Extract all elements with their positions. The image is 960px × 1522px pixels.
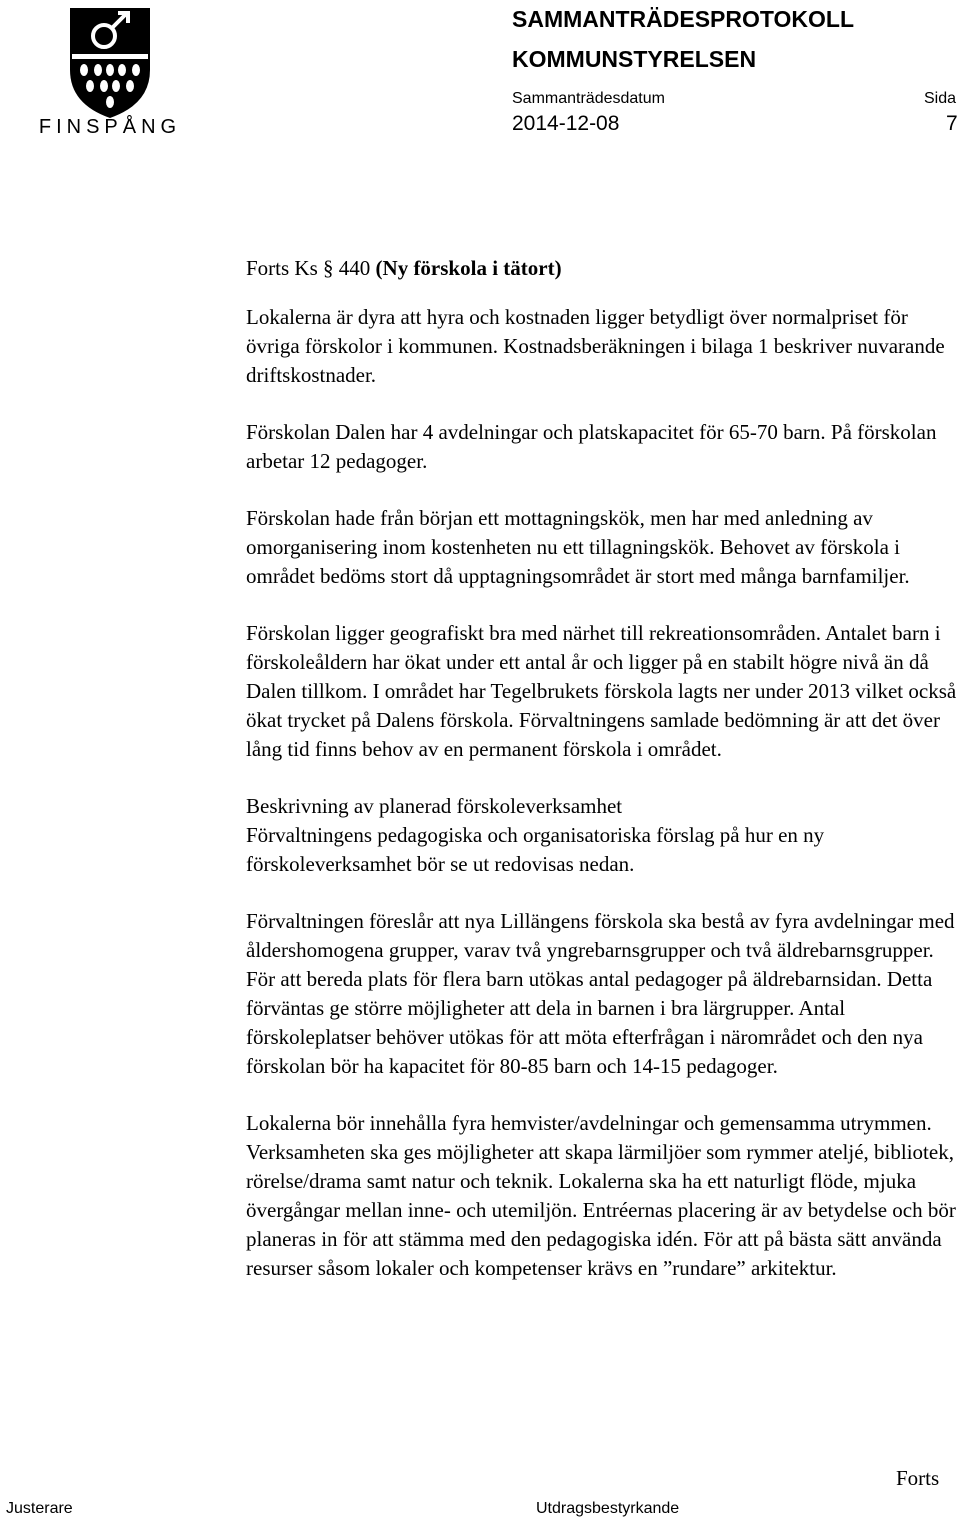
document-title: SAMMANTRÄDESPROTOKOLL [512, 6, 855, 32]
adjuster-label: Justerare [6, 1500, 73, 1517]
continued-label: Forts [896, 1466, 940, 1490]
paragraph: Förskolan Dalen har 4 avdelningar och platskapacitet för 65-70 barn. På förskolan arbetar 12 pedagoger. [246, 420, 937, 473]
paragraph: Förskolan ligger geografiskt bra med närhet till rekreationsområden. Antalet barn i förskoleåldern har ökat under ett antal år och ligger på en stabilt högre nivå än då Dalen tillkom. I området har Tegelbrukets förskola lagts ner under 2013 vilket också ökat trycket på Dalens förskola. Förvaltningens samlade bedömning är att det över lång tid finns behov av en permanent förskola i området. [246, 621, 957, 761]
page-number: 7 [946, 112, 958, 135]
extract-certification-label: Utdragsbestyrkande [536, 1500, 680, 1517]
meeting-date-label: Sammanträdesdatum [512, 90, 665, 107]
section-reference: Forts Ks § 440 [246, 256, 376, 280]
paragraph: Lokalerna är dyra att hyra och kostnaden ligger betydligt över normalpriset för övriga förskolor i kommunen. Kostnadsberäkningen i bilaga 1 beskriver nuvarande driftskostnader. [246, 305, 945, 387]
section-title: (Ny förskola i tätort) [375, 256, 562, 280]
document-subtitle: KOMMUNSTYRELSEN [512, 46, 757, 72]
paragraph: Lokalerna bör innehålla fyra hemvister/avdelningar och gemensamma utrymmen. Verksamheten ska ges möjligheter att skapa lärmiljöer som rymmer ateljé, bibliotek, rörelse/drama samt natur och teknik. Lokalerna ska ha ett naturligt flöde, mjuka övergångar mellan inne- och utemiljön. Entréernas placering är av betydelse och bör planeras in för att stämma med den pedagogiska idén. För att på bästa sätt använda resurser såsom lokaler och kompetenser krävs en ”rundare” arkitektur. [246, 1111, 956, 1280]
section-heading [246, 254, 958, 283]
coat-of-arms-icon [36, 6, 184, 136]
paragraph: Förvaltningen föreslår att nya Lillängens förskola ska bestå av fyra avdelningar med åldershomogena grupper, varav två yngrebarnsgrupper och två äldrebarnsgrupper. För att bereda plats för flera barn utökas antal pedagoger på äldrebarnsidan. Detta förväntas ge större möjligheter att dela in barnen i bra lärgrupper. Antal förskoleplatser behöver utökas för att möta efterfrågan i närområdet och den nya förskolan bör ha kapacitet för 80-85 barn och 14-15 pedagoger. [246, 909, 955, 1078]
document-body [246, 254, 958, 1311]
logo-wordmark: FINSPÅNG [38, 116, 182, 136]
paragraph: Beskrivning av planerad förskoleverksamhet Förvaltningens pedagogiska och organisatoriska förslag på hur en ny förskoleverksamhet bör se ut redovisas nedan. [246, 794, 825, 876]
paragraph: Förskolan hade från början ett mottagningskök, men har med anledning av omorganisering inom kostenheten nu ett tillagningskök. Behovet av förskola i området bedöms stort då upptagningsområdet är stort med många barnfamiljer. [246, 506, 910, 588]
page-label: Sida [924, 90, 957, 107]
meeting-date-value: 2014-12-08 [512, 112, 620, 135]
finspang-logo [36, 6, 184, 136]
